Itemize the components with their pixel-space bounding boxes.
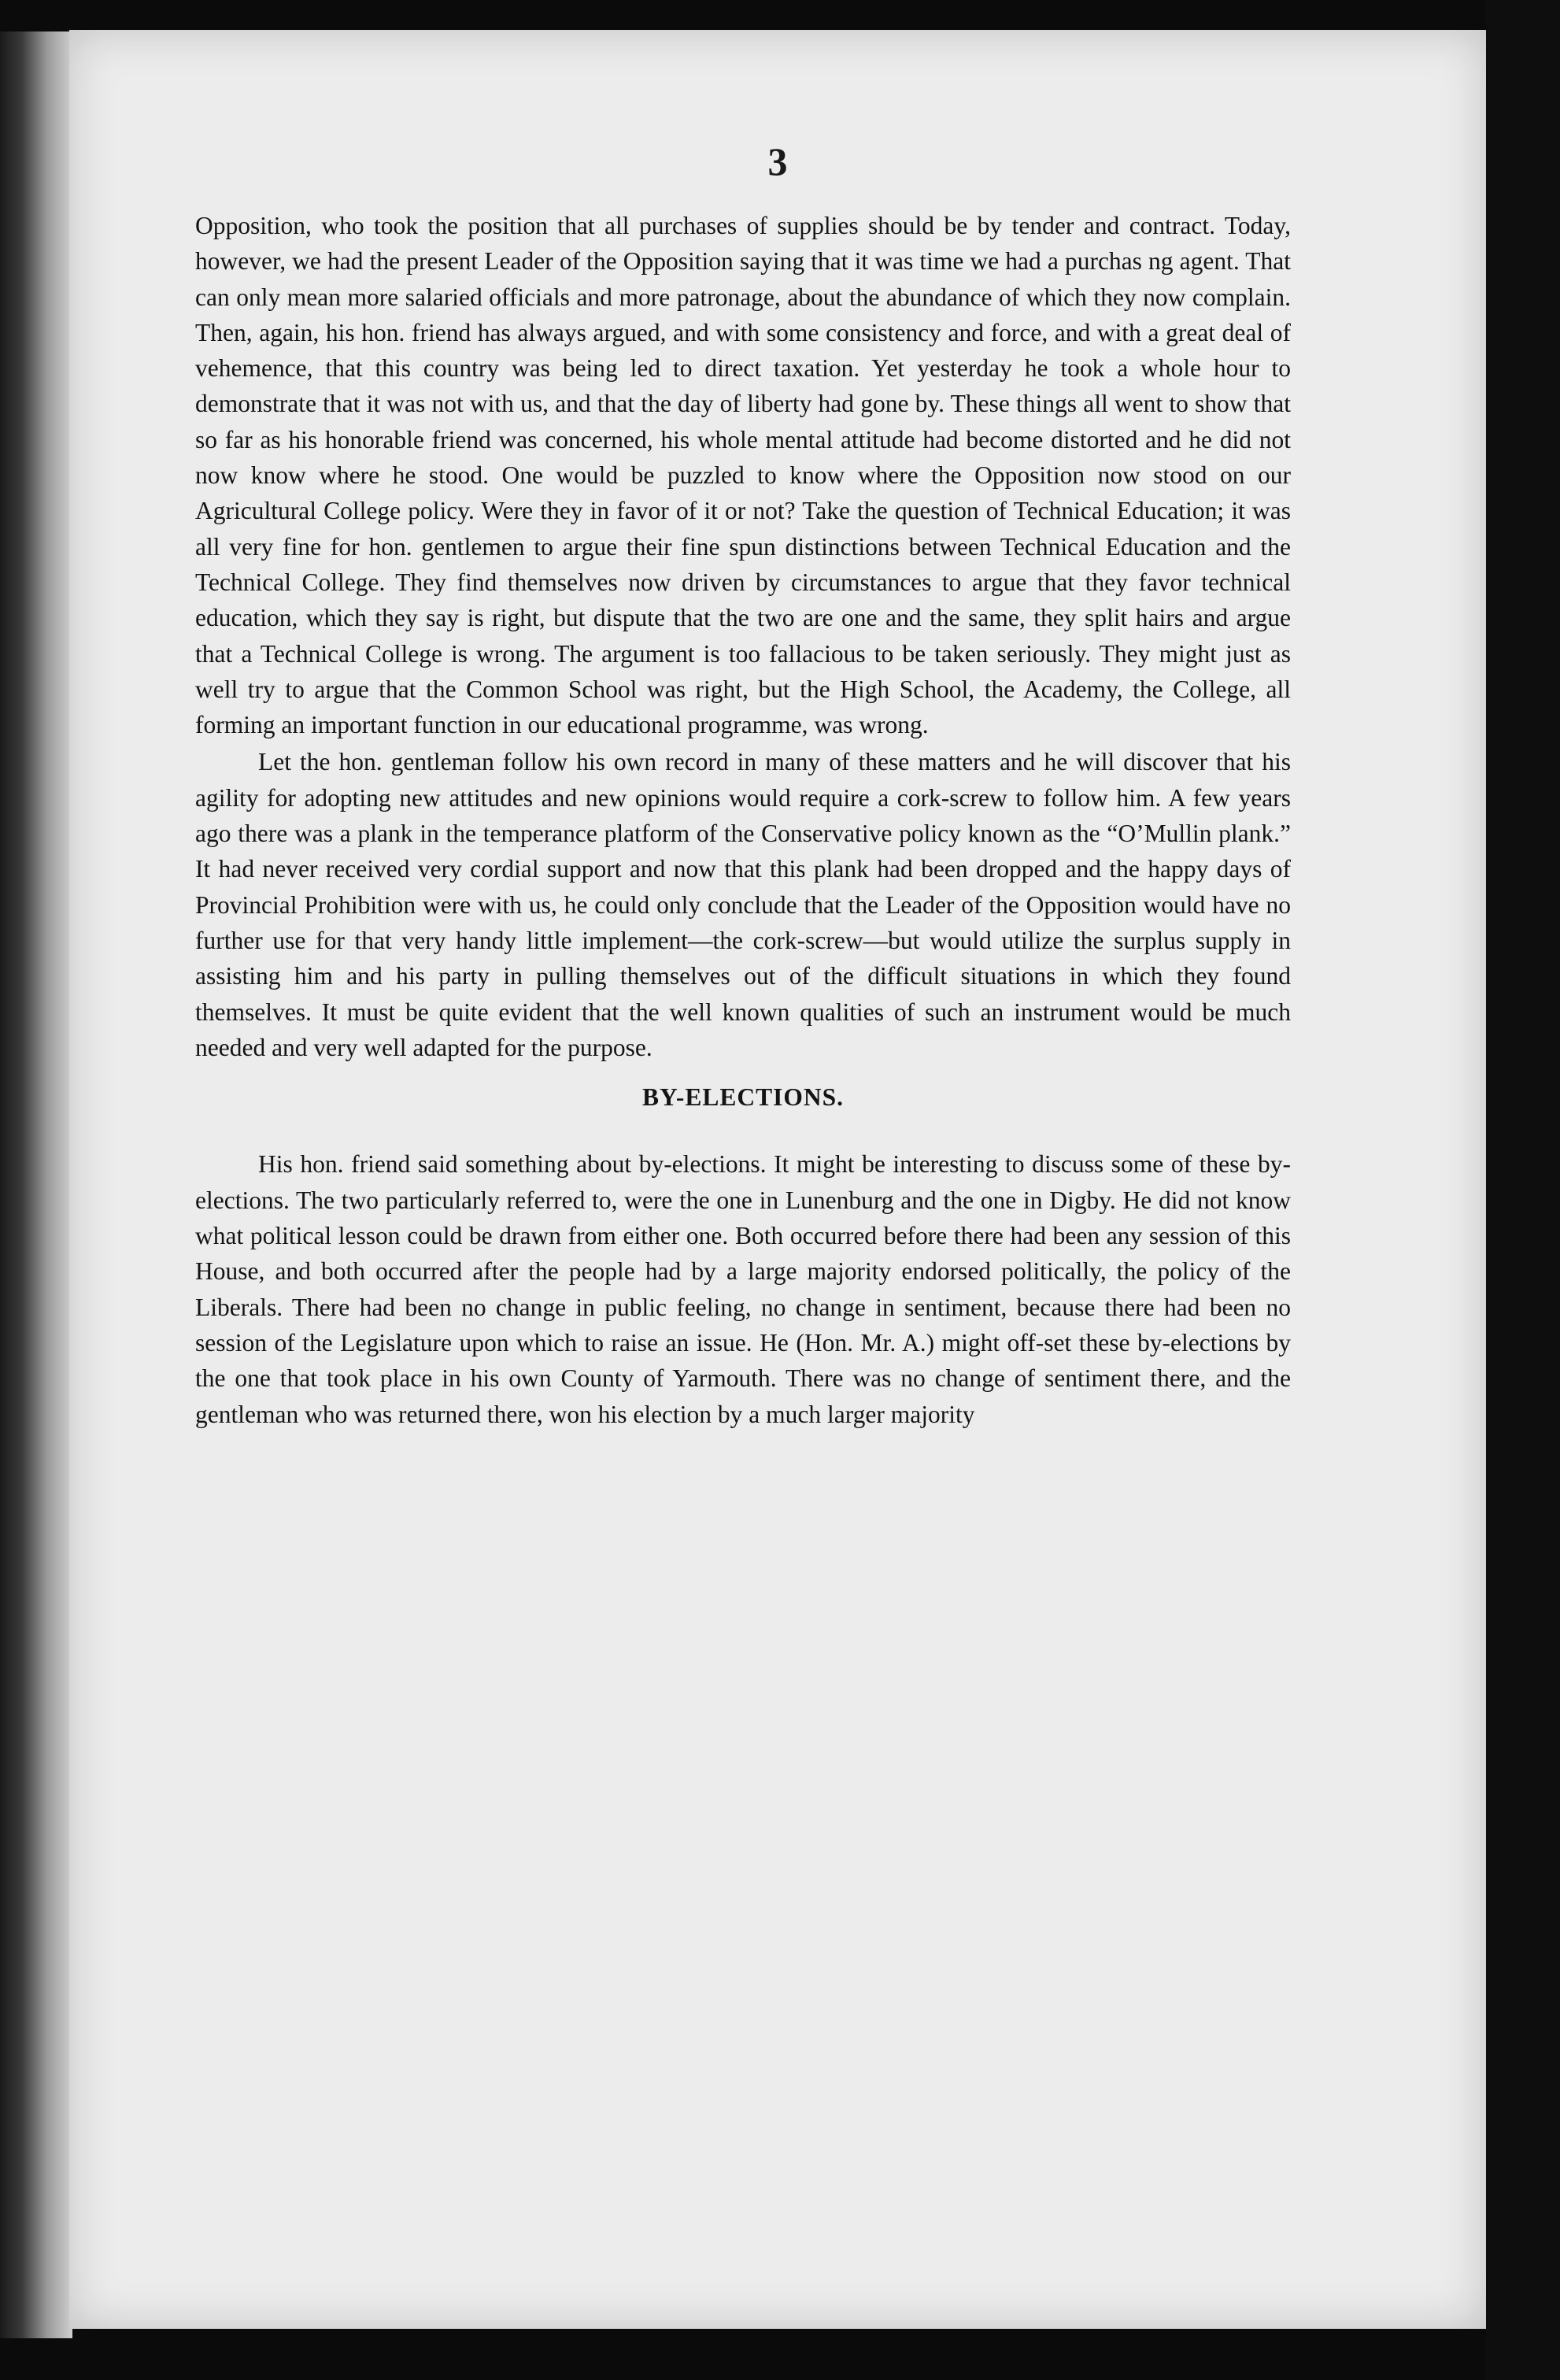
page-number: 3 [767, 139, 788, 183]
paragraph-cork-screw: Let the hon. gentleman follow his own record in many of these matters and he will discover that his agility for adopting new attitudes and new opinions would require a cork-screw to follow him. A few years ago there was a plank in the temperance platform of the Conservative policy known as the “O’Mullin plank.” It had never received very cordial support and now that this plank had been dropped and the happy days of Provincial Prohibition were with us, he could only conclude that the Leader of the Opposition would have no further use for that very handy little implement—the cork-screw—but would utilize the surplus supply in assisting him and his party in pulling themselves out of the difficult situations in which they found themselves. It must be quite evident that the well known qualities of such an instrument would be much needed and very well adapted for the purpose. [195, 748, 1291, 1061]
paragraph-by-elections: His hon. friend said something about by-elections. It might be interesting to discuss some of these by-elections. The two particularly referred to, were the one in Lunenburg and the one in Digby. He did not know what political lesson could be drawn from either one. Both occurred before there had been any session of this House, and both occurred after the people had by a large majority endorsed politically, the policy of the Liberals. There had been no change in public feeling, no change in sentiment, because there had been no session of the Legislature upon which to raise an issue. He (Hon. Mr. A.) might off-set these by-elections by the one that took place in his own County of Yarmouth. There was no change of sentiment there, and the gentleman who was returned there, won his election by a much larger majority [195, 1150, 1291, 1428]
body-text [195, 208, 1291, 1432]
paragraph-opposition-policy: Opposition, who took the position that all purchases of supplies should be by tender and contract. Today, however, we had the present Leader of the Opposition saying that it was time we had a purchas ng agent. That can only mean more salaried officials and more patronage, about the abundance of which they now complain. Then, again, his hon. friend has always argued, and with some consistency and force, and with a great deal of vehemence, that this country was being led to direct taxation. Yet yesterday he took a whole hour to demonstrate that it was not with us, and that the day of liberty had gone by. These things all went to show that so far as his honorable friend was concerned, his whole mental attitude had become distorted and he did not now know where he stood. One would be puzzled to know where the Opposition now stood on our Agricultural College policy. Were they in favor of it or not? Take the question of Technical Education; it was all very fine for hon. gentlemen to argue their fine spun distinctions between Technical Education and the Technical College. They find themselves now driven by circumstances to argue that they favor technical education, which they say is right, but dispute that the two are one and the same, they split hairs and argue that a Technical College is wrong. The argument is too fallacious to be taken seriously. They might just as well try to argue that the Common School was right, but the High School, the Academy, the College, all forming an important function in our educational programme, was wrong. [195, 212, 1291, 739]
previous-page-edge [0, 31, 72, 2338]
scan-border [1486, 0, 1560, 2380]
section-heading: BY-ELECTIONS. [641, 1083, 845, 1112]
